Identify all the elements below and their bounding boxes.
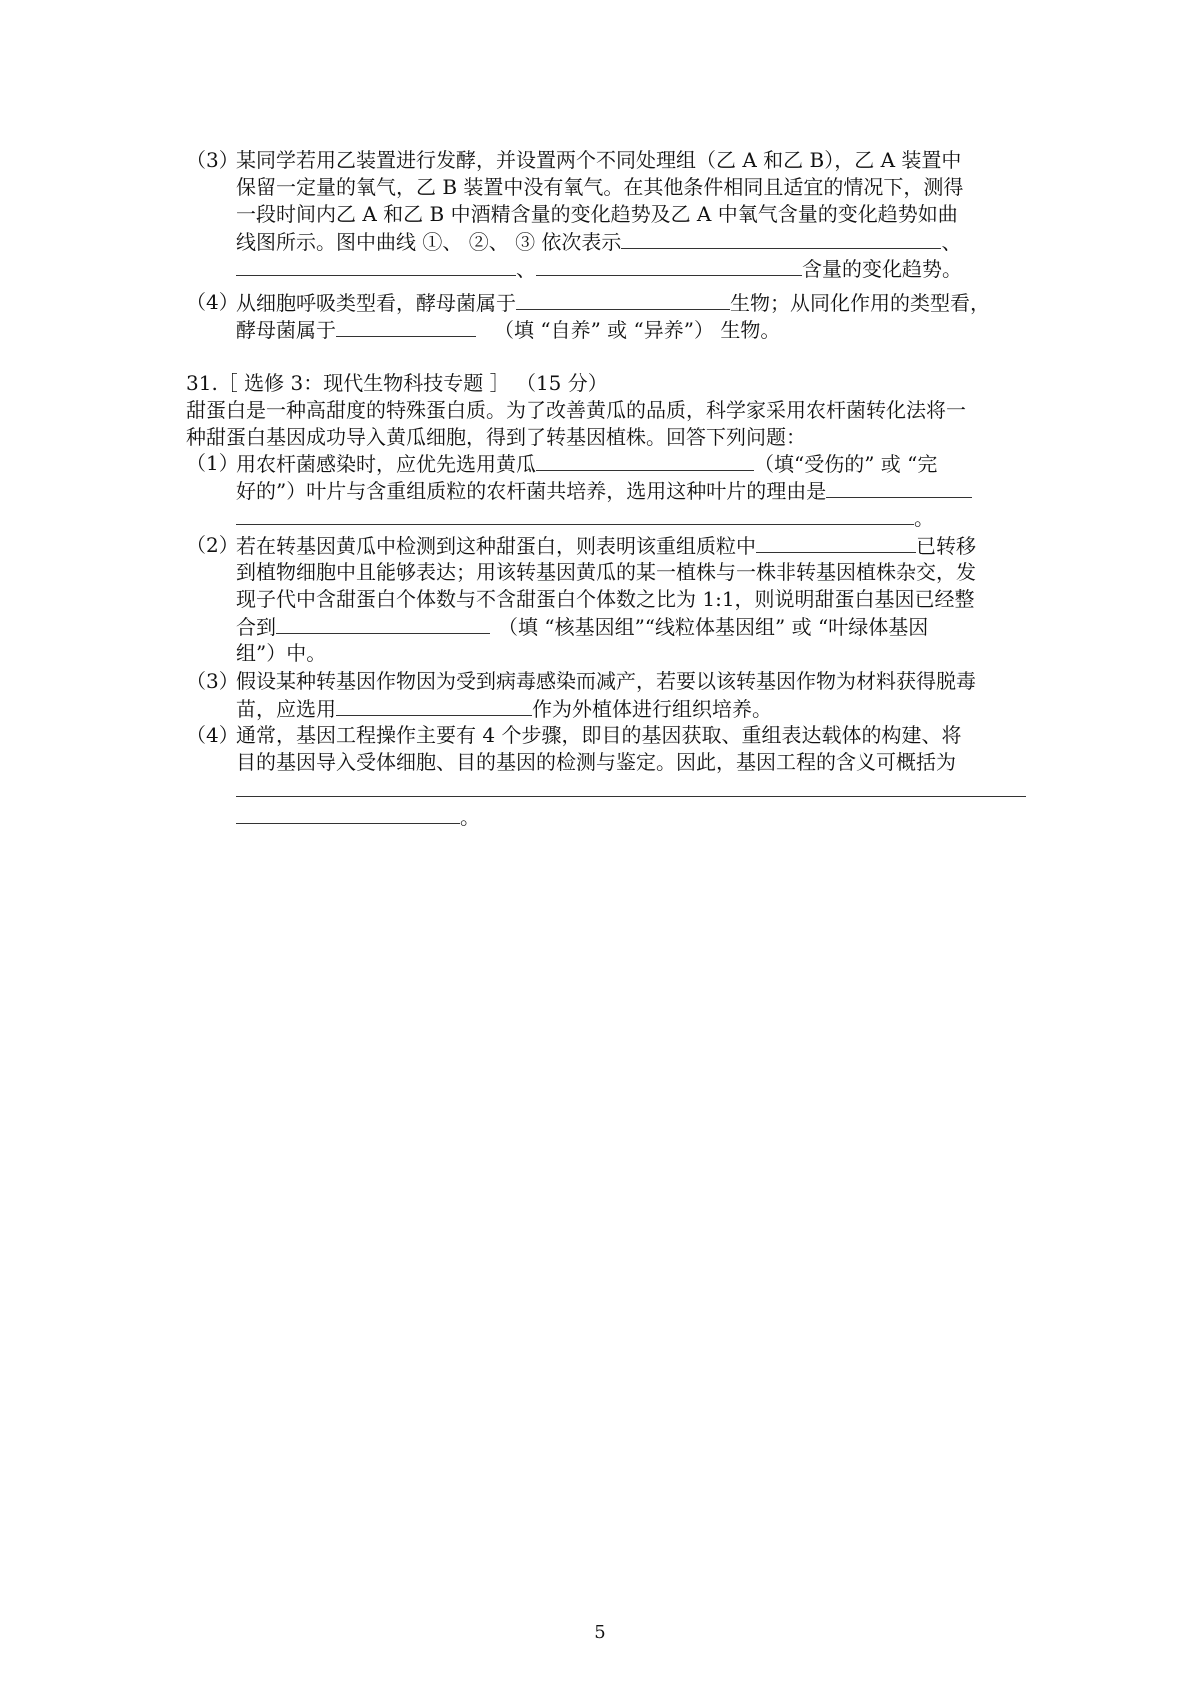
answer-blank[interactable] bbox=[276, 613, 490, 634]
question-text: 酵母菌属于 bbox=[236, 318, 336, 342]
question-31 bbox=[186, 370, 1028, 451]
intro-text: 甜蛋白是一种高甜度的特殊蛋白质。为了改善黄瓜的品质，科学家采用农杆菌转化法将一 bbox=[186, 398, 966, 422]
question-text: 好的”）叶片与含重组质粒的农杆菌共培养，选用这种叶片的理由是 bbox=[236, 479, 827, 503]
answer-blank[interactable] bbox=[756, 532, 916, 553]
question-31-3 bbox=[186, 668, 1028, 722]
question-text: 保留一定量的氧气，乙 B 装置中没有氧气。在其他条件相同且适宜的情况下，测得 bbox=[236, 175, 964, 199]
question-text: 苗，应选用 bbox=[236, 697, 336, 721]
answer-blank[interactable] bbox=[516, 289, 730, 310]
question-text: 组”）中。 bbox=[236, 641, 327, 665]
intro-text: 种甜蛋白基因成功导入黄瓜细胞，得到了转基因植株。回答下列问题： bbox=[186, 425, 806, 449]
question-text: 一段时间内乙 A 和乙 B 中酒精含量的变化趋势及乙 A 中氧气含量的变化趋势如曲 bbox=[236, 202, 958, 226]
answer-blank[interactable] bbox=[536, 450, 754, 471]
answer-blank[interactable] bbox=[236, 504, 914, 525]
question-text: 线图所示。图中曲线 ①、 ②、 ③ 依次表示 bbox=[236, 230, 622, 254]
question-text: 目的基因导入受体细胞、目的基因的检测与鉴定。因此，基因工程的含义可概括为 bbox=[236, 750, 956, 774]
question-number: （4） bbox=[186, 290, 239, 314]
question-text: 合到 bbox=[236, 615, 276, 639]
question-number: （1） bbox=[186, 451, 239, 475]
section-header: 31.［ 选修 3：现代生物科技专题 ］ （15 分） bbox=[186, 371, 608, 395]
question-text: 。 bbox=[460, 805, 480, 829]
answer-blank[interactable] bbox=[621, 228, 941, 249]
question-31-2 bbox=[186, 532, 1028, 667]
page-number: 5 bbox=[594, 1622, 606, 1643]
question-text: 若在转基因黄瓜中检测到这种甜蛋白，则表明该重组质粒中 bbox=[236, 534, 756, 558]
question-31-1 bbox=[186, 450, 1028, 531]
question-text: （填“受伤的” 或 “完 bbox=[754, 452, 938, 476]
question-text: 从细胞呼吸类型看，酵母菌属于 bbox=[236, 291, 516, 315]
question-text: 用农杆菌感染时，应优先选用黄瓜 bbox=[236, 452, 536, 476]
question-text: 假设某种转基因作物因为受到病毒感染而减产，若要以该转基因作物为材料获得脱毒 bbox=[236, 669, 976, 693]
answer-blank[interactable] bbox=[336, 316, 476, 337]
answer-blank[interactable] bbox=[236, 255, 516, 276]
question-text: （填 “核基因组”“线粒体基因组” 或 “叶绿体基因 bbox=[498, 615, 929, 639]
question-number: （3） bbox=[186, 148, 239, 172]
question-text: 。 bbox=[914, 506, 934, 530]
question-text: 已转移 bbox=[916, 534, 976, 558]
question-text: （填 “自养” 或 “异养”） 生物。 bbox=[494, 318, 781, 342]
question-3 bbox=[186, 147, 1028, 282]
answer-blank[interactable] bbox=[826, 477, 972, 498]
question-text: 作为外植体进行组织培养。 bbox=[532, 697, 772, 721]
answer-blank[interactable] bbox=[336, 695, 532, 716]
question-text: 现子代中含甜蛋白个体数与不含甜蛋白个体数之比为 1:1，则说明甜蛋白基因已经整 bbox=[236, 587, 975, 611]
question-text: 到植物细胞中且能够表达；用该转基因黄瓜的某一植株与一株非转基因植株杂交，发 bbox=[236, 560, 976, 584]
question-text: 生物；从同化作用的类型看， bbox=[730, 291, 990, 315]
question-text: 含量的变化趋势。 bbox=[802, 257, 962, 281]
question-text: 、 bbox=[941, 230, 962, 254]
answer-blank[interactable] bbox=[236, 776, 1026, 797]
answer-blank[interactable] bbox=[236, 803, 460, 824]
question-4 bbox=[186, 289, 1028, 343]
question-number: （4） bbox=[186, 723, 239, 747]
question-text: 通常，基因工程操作主要有 4 个步骤，即目的基因获取、重组表达载体的构建、将 bbox=[236, 723, 962, 747]
question-number: （3） bbox=[186, 669, 239, 693]
question-31-4 bbox=[186, 722, 1028, 830]
answer-blank[interactable] bbox=[536, 255, 802, 276]
question-text: 某同学若用乙装置进行发酵，并设置两个不同处理组（乙 A 和乙 B），乙 A 装置中 bbox=[236, 148, 962, 172]
question-text: 、 bbox=[516, 257, 536, 281]
question-number: （2） bbox=[186, 533, 239, 557]
